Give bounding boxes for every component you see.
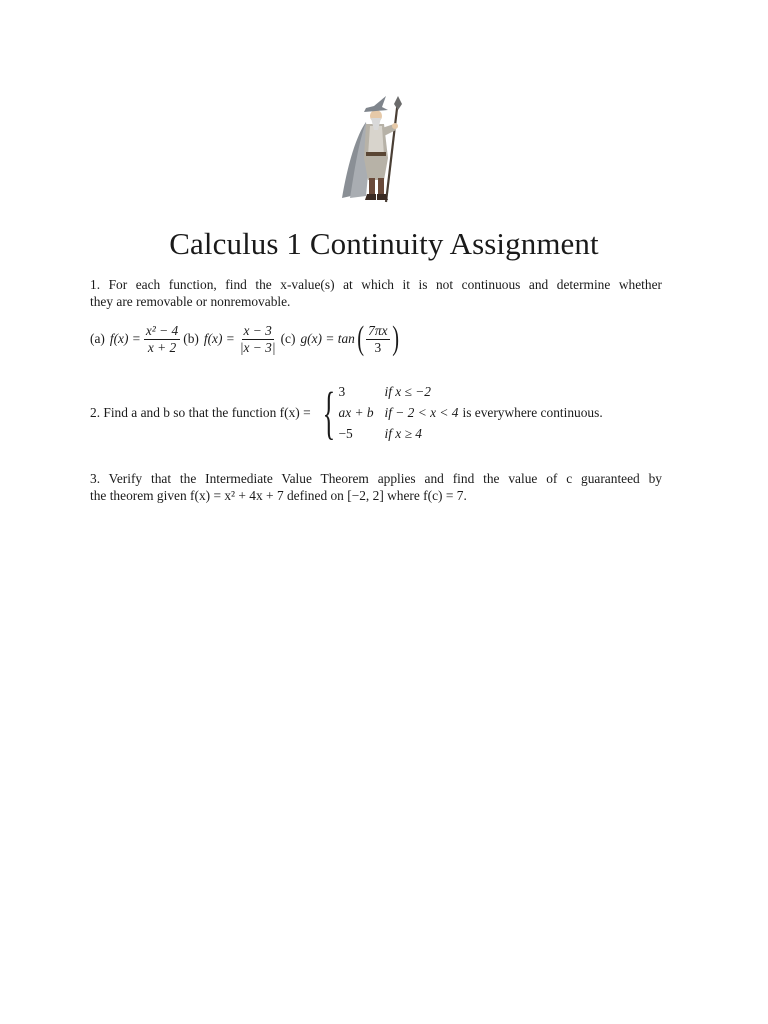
part-c-numerator: 7πx [368, 322, 388, 338]
problem-1-functions [90, 322, 401, 356]
problem-1-line-2: they are removable or nonremovable. [90, 294, 291, 309]
part-a-fraction [144, 323, 180, 356]
left-paren: ( [357, 320, 364, 357]
right-paren: ) [391, 320, 399, 357]
left-brace: { [322, 379, 335, 445]
case-1-condition: if x ≤ −2 [384, 384, 432, 399]
problem-2-prefix: 2. Find a and b so that the function f(x) = [90, 404, 311, 420]
part-c-lhs: g(x) = tan [300, 331, 355, 346]
part-a-lhs: f(x) = [109, 331, 141, 346]
part-b-fraction [238, 323, 278, 356]
case-1-value: 3 [338, 384, 346, 399]
part-a-denominator: x + 2 [147, 339, 177, 355]
page-title: Calculus 1 Continuity Assignment [169, 226, 599, 261]
case-3-condition: if x ≥ 4 [384, 426, 422, 441]
piecewise-definition [315, 379, 459, 445]
problem-1-line-1: 1. For each function, find the x-value(s) at which it is not continuous and determine whether [90, 277, 662, 292]
part-b-denominator: |x − 3| [239, 339, 276, 355]
case-2-value: ax + b [338, 405, 374, 420]
problem-3-line-2: the theorem given f(x) = x² + 4x + 7 defined on [−2, 2] where f(c) = 7. [90, 488, 467, 503]
part-a-label: (a) [90, 331, 105, 346]
problem-1-text [90, 276, 662, 310]
case-3-value: −5 [338, 426, 353, 441]
part-b-label: (b) [183, 331, 199, 346]
part-b-numerator: x − 3 [243, 322, 272, 338]
part-b-lhs: f(x) = [203, 331, 235, 346]
problem-2 [90, 379, 603, 445]
case-2-condition: if − 2 < x < 4 [384, 405, 459, 420]
part-c-denominator: 3 [374, 339, 382, 355]
wizard-icon [336, 94, 416, 204]
problem-2-suffix: is everywhere continuous. [462, 404, 603, 420]
problem-3-line-1: 3. Verify that the Intermediate Value Theorem applies and find the value of c guaranteed by [90, 471, 662, 486]
part-c-fraction [366, 323, 389, 356]
part-a-numerator: x² − 4 [145, 322, 179, 338]
part-c-label: (c) [280, 331, 296, 346]
problem-3-text [90, 470, 662, 504]
